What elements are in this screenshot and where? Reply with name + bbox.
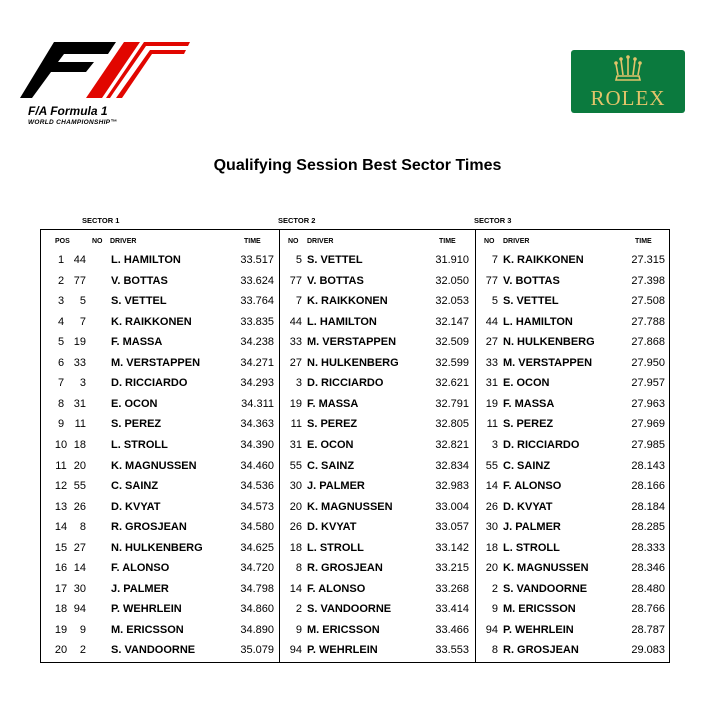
table-row	[41, 397, 671, 417]
time-cell: 33.004	[435, 500, 469, 513]
table-row	[41, 643, 671, 663]
time-cell: 33.835	[240, 315, 274, 328]
time-cell: 33.466	[435, 623, 469, 636]
car-number-cell: 33	[73, 356, 86, 369]
time-cell: 31.910	[435, 254, 469, 266]
position-cell: 11	[55, 459, 67, 472]
car-number-cell: 33	[289, 336, 302, 349]
car-number-cell: 31	[289, 438, 302, 451]
driver-cell: S. VANDOORNE	[503, 582, 588, 595]
time-cell: 33.764	[240, 295, 274, 308]
driver-cell: F. ALONSO	[111, 562, 170, 575]
position-cell: 16	[54, 562, 68, 575]
driver-cell: L. HAMILTON	[503, 315, 573, 328]
time-cell: 34.271	[240, 356, 274, 369]
driver-cell: J. PALMER	[307, 480, 365, 493]
header-no: NO	[288, 238, 299, 245]
time-cell: 28.346	[631, 562, 665, 575]
f1-logo	[20, 38, 198, 134]
driver-cell: E. OCON	[307, 438, 354, 451]
driver-cell: L. STROLL	[503, 541, 560, 554]
table-row	[41, 623, 671, 643]
table-row	[41, 541, 671, 561]
car-number-cell: 5	[79, 295, 86, 308]
time-cell: 34.293	[240, 377, 274, 390]
table-row	[41, 438, 671, 458]
driver-cell: D. KVYAT	[307, 521, 357, 534]
f1-logo-line2: WORLD CHAMPIONSHIP™	[28, 119, 118, 126]
car-number-cell: 20	[289, 500, 302, 513]
position-cell: 10	[54, 438, 68, 451]
table-row	[41, 253, 671, 273]
position-cell: 2	[57, 274, 65, 287]
car-number-cell: 5	[491, 295, 498, 308]
time-cell: 32.147	[435, 315, 469, 328]
time-cell: 28.166	[631, 480, 665, 493]
position-cell: 5	[57, 336, 65, 349]
car-number-cell: 26	[73, 500, 86, 513]
position-cell: 7	[57, 377, 65, 390]
car-number-cell: 18	[289, 541, 302, 554]
time-cell: 27.950	[631, 356, 665, 369]
time-cell: 27.398	[631, 274, 665, 287]
car-number-cell: 18	[73, 438, 86, 451]
driver-cell: P. WEHRLEIN	[111, 603, 182, 616]
driver-cell: K. RAIKKONEN	[111, 315, 192, 328]
time-cell: 29.083	[631, 644, 665, 657]
car-number-cell: 55	[485, 459, 498, 472]
time-cell: 34.363	[240, 418, 274, 431]
time-cell: 28.766	[631, 603, 665, 616]
driver-cell: S. VETTEL	[111, 295, 167, 308]
table-row	[41, 417, 671, 437]
car-number-cell: 5	[295, 254, 302, 266]
time-cell: 32.599	[435, 356, 469, 369]
time-cell: 33.517	[240, 254, 274, 266]
time-cell: 32.053	[435, 295, 469, 308]
table-row	[41, 479, 671, 499]
time-cell: 34.311	[241, 397, 274, 410]
car-number-cell: 7	[491, 254, 498, 266]
driver-cell: D. KVYAT	[503, 500, 553, 513]
car-number-cell: 44	[289, 315, 302, 328]
position-cell: 4	[57, 315, 65, 328]
time-cell: 28.787	[631, 623, 665, 636]
driver-cell: J. PALMER	[111, 582, 169, 595]
rolex-wordmark: ROLEX	[590, 86, 666, 110]
car-number-cell: 44	[485, 315, 498, 328]
driver-cell: K. MAGNUSSEN	[307, 500, 393, 513]
position-cell: 15	[54, 541, 68, 554]
time-cell: 28.143	[631, 459, 665, 472]
car-number-cell: 19	[73, 336, 86, 349]
car-number-cell: 8	[79, 521, 86, 534]
time-cell: 28.333	[631, 541, 665, 554]
car-number-cell: 30	[73, 582, 86, 595]
car-number-cell: 14	[73, 562, 86, 575]
header-no: NO	[484, 238, 495, 245]
position-cell: 20	[54, 644, 68, 657]
driver-cell: M. VERSTAPPEN	[307, 336, 397, 349]
header-time: TIME	[635, 238, 652, 245]
time-cell: 33.057	[435, 521, 469, 534]
car-number-cell: 2	[295, 603, 302, 616]
car-number-cell: 9	[491, 603, 498, 616]
sector-3-label: SECTOR 3	[474, 216, 512, 225]
time-cell: 27.868	[631, 336, 665, 349]
driver-cell: F. MASSA	[503, 397, 555, 410]
crown-icon	[613, 54, 643, 84]
car-number-cell: 19	[289, 397, 302, 410]
driver-cell: E. OCON	[503, 377, 550, 390]
time-cell: 34.573	[240, 500, 274, 513]
header-pos: POS	[55, 238, 70, 245]
table-row	[41, 561, 671, 581]
car-number-cell: 44	[73, 254, 86, 266]
driver-cell: P. WEHRLEIN	[307, 644, 378, 657]
driver-cell: D. RICCIARDO	[307, 377, 384, 390]
time-cell: 33.142	[435, 541, 469, 554]
driver-cell: S. PEREZ	[111, 418, 162, 431]
position-cell: 18	[54, 603, 68, 616]
driver-cell: S. VANDOORNE	[307, 603, 392, 616]
time-cell: 35.079	[240, 644, 274, 657]
time-cell: 34.460	[240, 459, 274, 472]
driver-cell: D. KVYAT	[111, 500, 161, 513]
driver-cell: L. HAMILTON	[111, 254, 181, 266]
time-cell: 33.414	[435, 603, 469, 616]
driver-cell: M. VERSTAPPEN	[503, 356, 593, 369]
driver-cell: M. ERICSSON	[503, 603, 576, 616]
driver-cell: F. MASSA	[111, 336, 163, 349]
car-number-cell: 3	[79, 377, 86, 390]
driver-cell: E. OCON	[111, 397, 158, 410]
time-cell: 32.821	[435, 438, 469, 451]
car-number-cell: 26	[485, 500, 498, 513]
driver-cell: K. RAIKKONEN	[503, 254, 584, 266]
time-cell: 32.834	[435, 459, 469, 472]
time-cell: 27.969	[631, 418, 665, 431]
time-cell: 32.509	[435, 336, 469, 349]
car-number-cell: 55	[73, 480, 86, 493]
car-number-cell: 18	[485, 541, 498, 554]
driver-cell: S. VETTEL	[503, 295, 559, 308]
position-cell: 3	[57, 295, 65, 308]
driver-cell: S. PEREZ	[503, 418, 554, 431]
driver-cell: K. MAGNUSSEN	[111, 459, 197, 472]
sector-1-label: SECTOR 1	[82, 216, 120, 225]
driver-cell: L. STROLL	[111, 438, 168, 451]
car-number-cell: 9	[295, 623, 302, 636]
header-time: TIME	[439, 238, 456, 245]
position-cell: 1	[57, 254, 65, 266]
car-number-cell: 33	[485, 356, 498, 369]
car-number-cell: 11	[290, 418, 302, 431]
driver-cell: C. SAINZ	[111, 480, 159, 493]
position-cell: 12	[54, 480, 68, 493]
time-cell: 27.788	[631, 315, 665, 328]
time-cell: 34.580	[240, 521, 274, 534]
driver-cell: N. HULKENBERG	[111, 541, 203, 554]
time-cell: 32.050	[435, 274, 469, 287]
driver-cell: M. ERICSSON	[307, 623, 380, 636]
driver-cell: C. SAINZ	[307, 459, 355, 472]
car-number-cell: 30	[289, 480, 302, 493]
car-number-cell: 2	[79, 644, 86, 657]
car-number-cell: 7	[79, 315, 86, 328]
time-cell: 28.480	[631, 582, 665, 595]
car-number-cell: 14	[485, 480, 498, 493]
car-number-cell: 94	[289, 644, 302, 657]
time-cell: 28.184	[631, 500, 665, 513]
sector-2-label: SECTOR 2	[278, 216, 316, 225]
time-cell: 33.268	[435, 582, 469, 595]
car-number-cell: 8	[491, 644, 498, 657]
table-row	[41, 602, 671, 622]
header-driver: DRIVER	[307, 238, 334, 245]
time-cell: 32.805	[435, 418, 469, 431]
car-number-cell: 94	[73, 603, 86, 616]
car-number-cell: 19	[485, 397, 498, 410]
car-number-cell: 11	[486, 418, 498, 431]
car-number-cell: 77	[289, 274, 302, 287]
driver-cell: F. ALONSO	[503, 480, 562, 493]
table-row	[41, 520, 671, 540]
time-cell: 27.957	[631, 377, 665, 390]
car-number-cell: 30	[485, 521, 498, 534]
time-cell: 27.508	[631, 295, 665, 308]
time-cell: 34.238	[240, 336, 274, 349]
table-row	[41, 294, 671, 314]
sector-times-table	[40, 229, 670, 663]
car-number-cell: 77	[73, 274, 86, 287]
time-cell: 34.536	[240, 480, 274, 493]
time-cell: 32.621	[435, 377, 469, 390]
table-row	[41, 376, 671, 396]
driver-cell: N. HULKENBERG	[503, 336, 595, 349]
table-row	[41, 315, 671, 335]
table-row	[41, 335, 671, 355]
table-row	[41, 356, 671, 376]
table-row	[41, 274, 671, 294]
driver-cell: F. ALONSO	[307, 582, 366, 595]
driver-cell: R. GROSJEAN	[503, 644, 579, 657]
f1-logo-line1: F/A Formula 1	[28, 104, 108, 118]
position-cell: 14	[54, 521, 68, 534]
driver-cell: D. RICCIARDO	[111, 377, 188, 390]
position-cell: 19	[54, 623, 68, 636]
driver-cell: R. GROSJEAN	[111, 521, 187, 534]
driver-cell: L. HAMILTON	[307, 315, 377, 328]
time-cell: 34.625	[240, 541, 274, 554]
driver-cell: M. ERICSSON	[111, 623, 184, 636]
car-number-cell: 77	[485, 274, 498, 287]
car-number-cell: 31	[485, 377, 498, 390]
driver-cell: F. MASSA	[307, 397, 359, 410]
time-cell: 34.798	[240, 582, 274, 595]
car-number-cell: 20	[485, 562, 498, 575]
time-cell: 33.624	[240, 274, 274, 287]
position-cell: 13	[54, 500, 68, 513]
driver-cell: S. VANDOORNE	[111, 644, 196, 657]
car-number-cell: 31	[73, 397, 86, 410]
car-number-cell: 2	[491, 582, 498, 595]
time-cell: 34.720	[240, 562, 274, 575]
car-number-cell: 9	[79, 623, 86, 636]
header-time: TIME	[244, 238, 261, 245]
position-cell: 17	[54, 582, 68, 595]
car-number-cell: 3	[491, 438, 498, 451]
driver-cell: J. PALMER	[503, 521, 561, 534]
time-cell: 27.315	[631, 254, 665, 266]
time-cell: 27.963	[631, 397, 665, 410]
position-cell: 8	[57, 397, 65, 410]
car-number-cell: 26	[289, 521, 302, 534]
driver-cell: N. HULKENBERG	[307, 356, 399, 369]
time-cell: 27.985	[631, 438, 665, 451]
rolex-logo	[571, 50, 685, 113]
table-row	[41, 459, 671, 479]
time-cell: 32.983	[435, 480, 469, 493]
driver-cell: R. GROSJEAN	[307, 562, 383, 575]
car-number-cell: 27	[73, 541, 86, 554]
car-number-cell: 94	[485, 623, 498, 636]
driver-cell: V. BOTTAS	[111, 274, 168, 287]
car-number-cell: 7	[295, 295, 302, 308]
time-cell: 34.860	[240, 603, 274, 616]
driver-cell: V. BOTTAS	[307, 274, 364, 287]
header-no: NO	[92, 238, 103, 245]
table-row	[41, 500, 671, 520]
page-title: Qualifying Session Best Sector Times	[213, 157, 502, 174]
header-driver: DRIVER	[503, 238, 530, 245]
position-cell: 6	[57, 356, 65, 369]
driver-cell: C. SAINZ	[503, 459, 551, 472]
time-cell: 32.791	[435, 397, 469, 410]
driver-cell: S. VETTEL	[307, 254, 363, 266]
time-cell: 33.215	[435, 562, 469, 575]
driver-cell: S. PEREZ	[307, 418, 358, 431]
driver-cell: P. WEHRLEIN	[503, 623, 574, 636]
time-cell: 28.285	[631, 521, 665, 534]
table-row	[41, 582, 671, 602]
car-number-cell: 20	[73, 459, 86, 472]
f1-logo-icon	[20, 38, 198, 100]
car-number-cell: 27	[485, 336, 498, 349]
time-cell: 34.890	[240, 623, 274, 636]
car-number-cell: 3	[295, 377, 302, 390]
car-number-cell: 27	[289, 356, 302, 369]
time-cell: 34.390	[240, 438, 274, 451]
driver-cell: L. STROLL	[307, 541, 364, 554]
driver-cell: K. MAGNUSSEN	[503, 562, 589, 575]
header-driver: DRIVER	[110, 238, 137, 245]
time-cell: 33.553	[435, 644, 469, 657]
driver-cell: D. RICCIARDO	[503, 438, 580, 451]
driver-cell: K. RAIKKONEN	[307, 295, 388, 308]
driver-cell: V. BOTTAS	[503, 274, 560, 287]
car-number-cell: 8	[295, 562, 302, 575]
driver-cell: M. VERSTAPPEN	[111, 356, 201, 369]
car-number-cell: 11	[74, 418, 86, 431]
car-number-cell: 55	[289, 459, 302, 472]
position-cell: 9	[57, 418, 65, 431]
car-number-cell: 14	[289, 582, 302, 595]
